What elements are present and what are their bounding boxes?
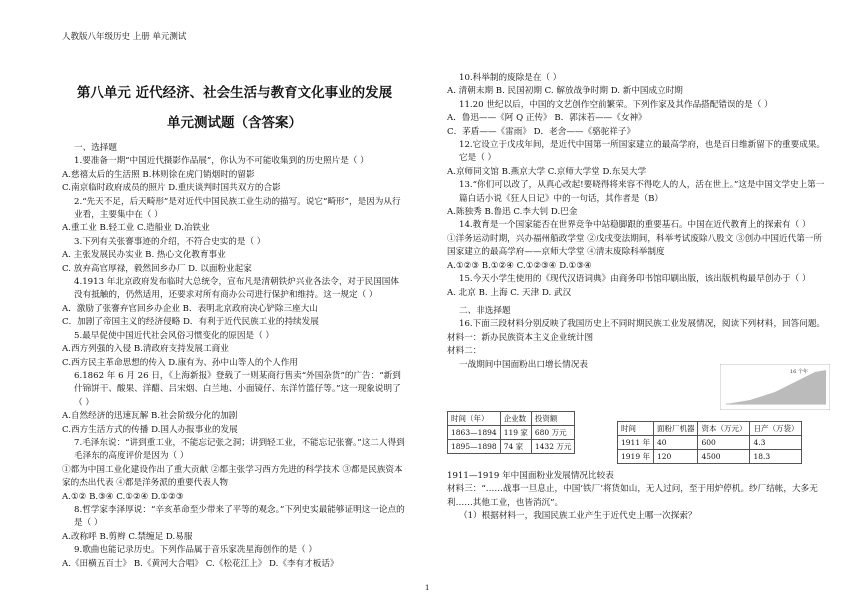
page-title: 第八单元 近代经济、社会生活与教育文化事业的发展 xyxy=(76,85,393,101)
table-cell: 4500 xyxy=(698,450,750,464)
right-lines-line: 11.20 世纪以后，中国的文艺创作空前繁荣。下列作家及其作品搭配错误的是（ ） xyxy=(459,99,773,110)
right-lines-line: A.京师同文馆 B.燕京大学 C.京师大学堂 D.东吴大学 xyxy=(447,166,647,177)
left-lines-line: ①都为中国工业化建设作出了重大贡献 ②都主张学习西方先进的科学技术 ③都是民族资本家的杰出代表 ④都是洋务派的重要代表人物 xyxy=(62,464,403,489)
table-cell: 680 万元 xyxy=(531,426,574,440)
table-row xyxy=(618,422,802,436)
right-lines-line: ①洋务运动时期，兴办福州船政学堂 ②戊戌变法期间，科举考试废除八股文 ③创办中国近代第一所国家建立的最高学府——京师大学堂 ④清末废除科举制度 xyxy=(447,233,822,258)
table-row xyxy=(448,440,575,454)
left-lines-line: A.①② B.③④ C.①②④ D.①②③ xyxy=(62,491,184,502)
left-questions xyxy=(62,142,407,571)
table-cell: 资本（万元） xyxy=(698,422,750,436)
left-lines-line: 1.要准备一期“中国近代摄影作品展”，你认为不可能收集到的历史照片是（ ） xyxy=(74,156,369,167)
table-cell: 1863—1894 xyxy=(448,426,501,440)
lower-right xyxy=(447,470,825,524)
left-column xyxy=(62,84,407,571)
right-questions xyxy=(447,72,825,300)
table-row xyxy=(618,436,802,450)
right-lines-line: A.①②③ B.①②④ C.①②③④ D.①③④ xyxy=(447,260,592,271)
left-lines-line: C.南京临时政府成员的照片 D.重庆谈判时国共双方的合影 xyxy=(62,183,281,194)
left-lines-line: C. 放弃高官厚禄，毅然回乡办厂 D. 以面粉业起家 xyxy=(62,263,252,274)
material-2-caption: 一战期间中国面粉出口增长情况表 xyxy=(459,359,588,370)
table-cell: 18.3 xyxy=(750,450,802,464)
table-cell: 1911 年 xyxy=(618,436,654,450)
left-lines-line: A.自然经济的迅速瓦解 B.社会阶级分化的加剧 xyxy=(62,411,238,422)
table-cell: 1919 年 xyxy=(618,450,654,464)
left-lines-line: A.《田横五百士》 B.《黄河大合唱》 C.《松花江上》 D.《李有才板话》 xyxy=(62,558,339,569)
table-cell: 时间 xyxy=(618,422,654,436)
left-lines-line: C.西方生活方式的传播 D.国人办报事业的发展 xyxy=(62,424,238,435)
table-cell: 日产（万袋） xyxy=(750,422,802,436)
page-subtitle: 单元测试题（含答案） xyxy=(167,115,302,131)
table-cell: 40 xyxy=(653,436,698,450)
chart-label: 16 个年 xyxy=(790,369,808,375)
section-heading: 二、非选择题 xyxy=(459,305,511,316)
left-lines-line: 8.哲学家李泽厚说：“辛亥革命至少带来了平等的观念。”下列史实最能够证明这一论点的是（ ） xyxy=(74,504,405,529)
left-lines-line: 7.毛泽东说：“讲到重工业，不能忘记张之洞；讲到轻工业，不能忘记张謇。”这二人得到毛泽东的高度评价是因为（ ） xyxy=(74,437,405,462)
table-cell: 4.3 xyxy=(750,436,802,450)
left-lines-line: C．加剧了帝国主义的经济侵略 D．有利于近代民族工业的持续发展 xyxy=(62,317,319,328)
left-lines-line: 6.1862 年 6 月 26 日，《上海新报》登载了一则某商行售卖“外国杂货”的广告：“新到什锦饼干、酸果、洋醋、吕宋烟、白兰地、小面镜仔、东洋竹篮仔等。”这一现象说明了（ ） xyxy=(74,370,401,408)
right-column xyxy=(447,72,825,372)
material-3: 材料三：“……战事一旦息止，中国‘铁厂’将货如山，无人过问，至于用炉停机。纱厂结帐，大多无利……其他工业，也皆消沉”。 xyxy=(447,484,818,508)
table-flour xyxy=(617,421,802,464)
table-row xyxy=(448,412,575,426)
material-2-caption-2: 1911—1919 年中国面粉业发展情况比较表 xyxy=(447,471,614,481)
left-lines-line: A.重工业 B.轻工业 C.造船业 D.冶铁业 xyxy=(62,223,210,234)
right-lines-line: A.陈独秀 B.鲁迅 C.李大钊 D.巴金 xyxy=(447,207,578,218)
table-cell: 120 xyxy=(653,450,698,464)
page-header: 人教版八年级历史 上册 单元测试 xyxy=(62,32,187,42)
left-lines-line: 2.“先天不足，后天畸形”是对近代中国民族工业生动的描写。说它“畸形”，是因为从行业看，主要集中在（ ） xyxy=(74,196,401,221)
material-2: 材料二： xyxy=(447,346,482,357)
table-cell: 1432 万元 xyxy=(531,440,574,454)
left-lines-line: A.西方列强的入侵 B.清政府支持发展工商业 xyxy=(62,344,229,355)
right-lines-line: C．茅盾——《雷雨》 D．老舍——《骆驼祥子》 xyxy=(447,126,636,137)
question-16-1: （1）根据材料一，我国民族工业产生于近代史上哪一次探索？ xyxy=(459,511,697,522)
table-cell: 74 家 xyxy=(500,440,531,454)
left-lines-line: A.改称呼 B.剪辫 C.禁缠足 D.易服 xyxy=(62,531,193,542)
left-lines-line: 一、选择题 xyxy=(74,143,117,153)
left-lines-line: A.慈禧太后的生活照 B.林则徐在虎门销烟时的留影 xyxy=(62,169,255,180)
right-lines-line: 13.“你们可以改了，从真心改起!要晓得将来容不得吃人的人，活在世上。”这是中国文学史上第一篇白话小说《狂人日记》中的一句话，其作者是（B） xyxy=(459,180,825,204)
left-lines-line: C.西方民主革命思想的传入 D.康有为、孙中山等人的个人作用 xyxy=(62,357,298,368)
left-lines-line: 5.最早促使中国近代社会风俗习惯变化的原因是（ ） xyxy=(74,330,274,341)
left-lines-line: A．激励了张謇弃官回乡办企业 B．表明北京政府决心铲除三座大山 xyxy=(62,303,318,314)
table-cell: 企业数 xyxy=(500,412,531,426)
table-row xyxy=(618,450,802,464)
left-lines-line: 9.歌曲也能记录历史。下列作品属于音乐家冼星海创作的是（ ） xyxy=(74,545,317,556)
table-row xyxy=(448,426,575,440)
right-lines-line: A. 清朝末期 B. 民国初期 C. 解放战争时期 D. 新中国成立时期 xyxy=(447,86,683,97)
right-lines-line: 14.教育是一个国家能否在世界竞争中站稳脚跟的重要基石。中国在近代教育上的探索有（ ） xyxy=(459,220,811,231)
question-16: 16.下面三段材料分别反映了我国历史上不同时期民族工业发展情况，阅读下列材料，回答问题。 xyxy=(459,319,826,330)
material-1: 材料一：新办民族资本主义企业统计图 xyxy=(447,332,594,343)
right-lines-line: 10.科举制的废除是在（ ） xyxy=(459,73,562,83)
left-lines-line: 4.1913 年北京政府发布临时大总统令，宣布凡是清朝铁炉兴业各法令，对于民国国体没有抵触的，仍然适用，还要求对所有商办公司进行保护和维持。这一规定（ ） xyxy=(74,277,399,301)
right-lines-line: A. 北京 B. 上海 C. 天津 D. 武汉 xyxy=(447,287,572,298)
table-cell: 投资额 xyxy=(531,412,574,426)
table-cell: 面粉厂机器 xyxy=(653,422,698,436)
table-cell: 119 家 xyxy=(500,426,531,440)
table-cell: 1895—1898 xyxy=(448,440,501,454)
enterprise-chart xyxy=(720,364,830,410)
table-cell: 600 xyxy=(698,436,750,450)
right-lines-line: 12.它设立于戊戌年间，是近代中国第一所国家建立的最高学府，也是百日维新留下的重要成果。它是（ ） xyxy=(459,140,826,164)
table-cell: 时间（年） xyxy=(448,412,501,426)
right-lines-line: 15.今天小学生使用的《现代汉语词典》由商务印书馆印刷出版，该出版机构最早创办于（ ） xyxy=(459,274,811,285)
right-lines-line: A．鲁迅——《阿 Q 正传》 B．郭沫若——《女神》 xyxy=(447,113,647,124)
left-lines-line: A. 主张发展民办实业 B. 热心文化教育事业 xyxy=(62,250,226,261)
left-lines-line: 3.下列有关张謇事迹的介绍，不符合史实的是（ ） xyxy=(74,236,266,247)
table-enterprise xyxy=(447,411,575,454)
page-number: 1 xyxy=(425,584,430,592)
